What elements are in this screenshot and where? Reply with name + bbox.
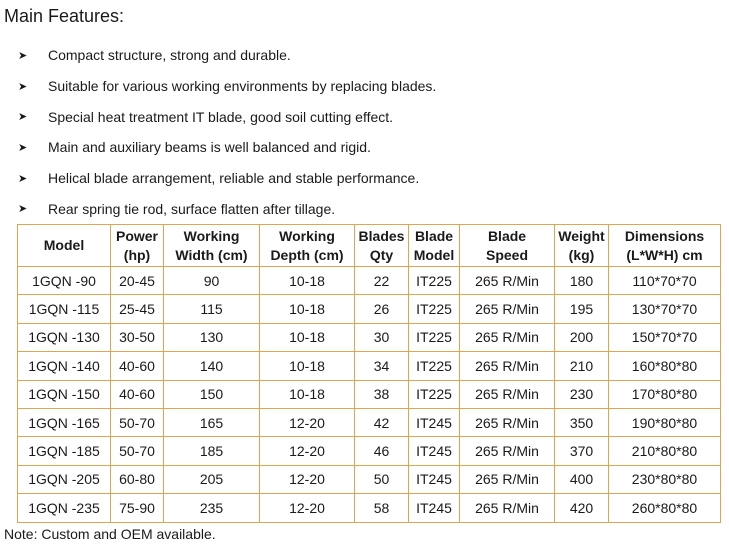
cell-working-width: 235: [164, 494, 260, 522]
cell-dimensions: 170*80*80: [609, 380, 721, 408]
cell-dimensions: 150*70*70: [609, 323, 721, 351]
arrow-bullet-icon: ➤: [18, 203, 28, 216]
column-header: Power (hp): [111, 225, 164, 267]
cell-working-depth: 12-20: [260, 437, 355, 465]
arrow-bullet-icon: ➤: [18, 172, 28, 185]
table-row: [18, 380, 721, 408]
cell-dimensions: 130*70*70: [609, 295, 721, 323]
cell-working-depth: 10-18: [260, 267, 355, 295]
cell-blade-speed: 265 R/Min: [460, 323, 555, 351]
column-header: Blade Model: [409, 225, 460, 267]
cell-weight: 180: [555, 267, 609, 295]
list-item: [18, 101, 436, 132]
cell-power: 40-60: [111, 352, 164, 380]
table-row: [18, 437, 721, 465]
table-row: [18, 352, 721, 380]
cell-working-depth: 12-20: [260, 465, 355, 493]
cell-weight: 400: [555, 465, 609, 493]
cell-power: 50-70: [111, 437, 164, 465]
cell-working-width: 90: [164, 267, 260, 295]
cell-weight: 350: [555, 408, 609, 436]
table-row: [18, 267, 721, 295]
cell-blade-model: IT225: [409, 380, 460, 408]
cell-working-width: 185: [164, 437, 260, 465]
features-list: [18, 40, 436, 224]
feature-text: Compact structure, strong and durable.: [48, 47, 291, 64]
cell-blade-speed: 265 R/Min: [460, 295, 555, 323]
cell-model: 1GQN -205: [18, 465, 111, 493]
cell-blade-speed: 265 R/Min: [460, 408, 555, 436]
cell-dimensions: 190*80*80: [609, 408, 721, 436]
cell-blade-model: IT245: [409, 408, 460, 436]
cell-weight: 230: [555, 380, 609, 408]
column-header: Model: [18, 225, 111, 267]
list-item: [18, 132, 436, 163]
cell-blade-model: IT245: [409, 465, 460, 493]
cell-blades-qty: 58: [355, 494, 409, 522]
arrow-bullet-icon: ➤: [18, 141, 28, 154]
cell-dimensions: 230*80*80: [609, 465, 721, 493]
column-header: Blade Speed: [460, 225, 555, 267]
table-row: [18, 494, 721, 522]
cell-model: 1GQN -185: [18, 437, 111, 465]
table-row: [18, 323, 721, 351]
cell-blade-speed: 265 R/Min: [460, 494, 555, 522]
cell-model: 1GQN -235: [18, 494, 111, 522]
cell-weight: 200: [555, 323, 609, 351]
cell-blades-qty: 30: [355, 323, 409, 351]
cell-model: 1GQN -150: [18, 380, 111, 408]
cell-weight: 420: [555, 494, 609, 522]
column-header: Working Depth (cm): [260, 225, 355, 267]
cell-blade-speed: 265 R/Min: [460, 380, 555, 408]
table-body: [18, 267, 721, 523]
list-item: [18, 193, 436, 224]
cell-working-width: 205: [164, 465, 260, 493]
cell-power: 30-50: [111, 323, 164, 351]
cell-blade-model: IT245: [409, 437, 460, 465]
cell-working-depth: 10-18: [260, 323, 355, 351]
cell-blade-speed: 265 R/Min: [460, 352, 555, 380]
column-header: Working Width (cm): [164, 225, 260, 267]
cell-working-width: 140: [164, 352, 260, 380]
arrow-bullet-icon: ➤: [18, 49, 28, 62]
cell-model: 1GQN -130: [18, 323, 111, 351]
table-row: [18, 295, 721, 323]
cell-working-depth: 10-18: [260, 352, 355, 380]
cell-blade-model: IT225: [409, 352, 460, 380]
cell-power: 25-45: [111, 295, 164, 323]
cell-model: 1GQN -115: [18, 295, 111, 323]
cell-working-depth: 10-18: [260, 380, 355, 408]
cell-model: 1GQN -165: [18, 408, 111, 436]
cell-dimensions: 110*70*70: [609, 267, 721, 295]
feature-text: Helical blade arrangement, reliable and stable performance.: [48, 170, 420, 187]
cell-working-depth: 12-20: [260, 408, 355, 436]
column-header: Blades Qty: [355, 225, 409, 267]
cell-dimensions: 210*80*80: [609, 437, 721, 465]
cell-blade-model: IT225: [409, 323, 460, 351]
cell-working-depth: 12-20: [260, 494, 355, 522]
feature-text: Main and auxiliary beams is well balanced and rigid.: [48, 139, 371, 156]
footnote: Note: Custom and OEM available.: [4, 526, 216, 542]
cell-weight: 370: [555, 437, 609, 465]
cell-blade-speed: 265 R/Min: [460, 465, 555, 493]
cell-working-width: 165: [164, 408, 260, 436]
cell-power: 60-80: [111, 465, 164, 493]
list-item: [18, 71, 436, 102]
cell-model: 1GQN -140: [18, 352, 111, 380]
cell-model: 1GQN -90: [18, 267, 111, 295]
feature-text: Rear spring tie rod, surface flatten after tillage.: [48, 200, 336, 217]
cell-working-width: 130: [164, 323, 260, 351]
cell-blade-model: IT245: [409, 494, 460, 522]
cell-power: 40-60: [111, 380, 164, 408]
column-header: Weight (kg): [555, 225, 609, 267]
cell-blades-qty: 22: [355, 267, 409, 295]
cell-blades-qty: 50: [355, 465, 409, 493]
cell-blades-qty: 46: [355, 437, 409, 465]
column-header: Dimensions (L*W*H) cm: [609, 225, 721, 267]
cell-weight: 195: [555, 295, 609, 323]
specs-table: [17, 224, 721, 523]
arrow-bullet-icon: ➤: [18, 80, 28, 93]
cell-power: 75-90: [111, 494, 164, 522]
cell-dimensions: 160*80*80: [609, 352, 721, 380]
cell-blades-qty: 42: [355, 408, 409, 436]
list-item: [18, 40, 436, 71]
cell-weight: 210: [555, 352, 609, 380]
feature-text: Special heat treatment IT blade, good soil cutting effect.: [48, 108, 394, 125]
table-header-row: [18, 225, 721, 267]
cell-working-width: 150: [164, 380, 260, 408]
cell-blade-speed: 265 R/Min: [460, 267, 555, 295]
cell-blade-speed: 265 R/Min: [460, 437, 555, 465]
cell-blades-qty: 26: [355, 295, 409, 323]
page-title: Main Features:: [4, 6, 125, 26]
cell-power: 20-45: [111, 267, 164, 295]
cell-blade-model: IT225: [409, 295, 460, 323]
table-row: [18, 408, 721, 436]
cell-working-width: 115: [164, 295, 260, 323]
cell-blade-model: IT225: [409, 267, 460, 295]
list-item: [18, 163, 436, 194]
arrow-bullet-icon: ➤: [18, 111, 28, 124]
cell-dimensions: 260*80*80: [609, 494, 721, 522]
cell-power: 50-70: [111, 408, 164, 436]
cell-blades-qty: 38: [355, 380, 409, 408]
feature-text: Suitable for various working environments by replacing blades.: [48, 78, 437, 95]
cell-blades-qty: 34: [355, 352, 409, 380]
table-row: [18, 465, 721, 493]
cell-working-depth: 10-18: [260, 295, 355, 323]
